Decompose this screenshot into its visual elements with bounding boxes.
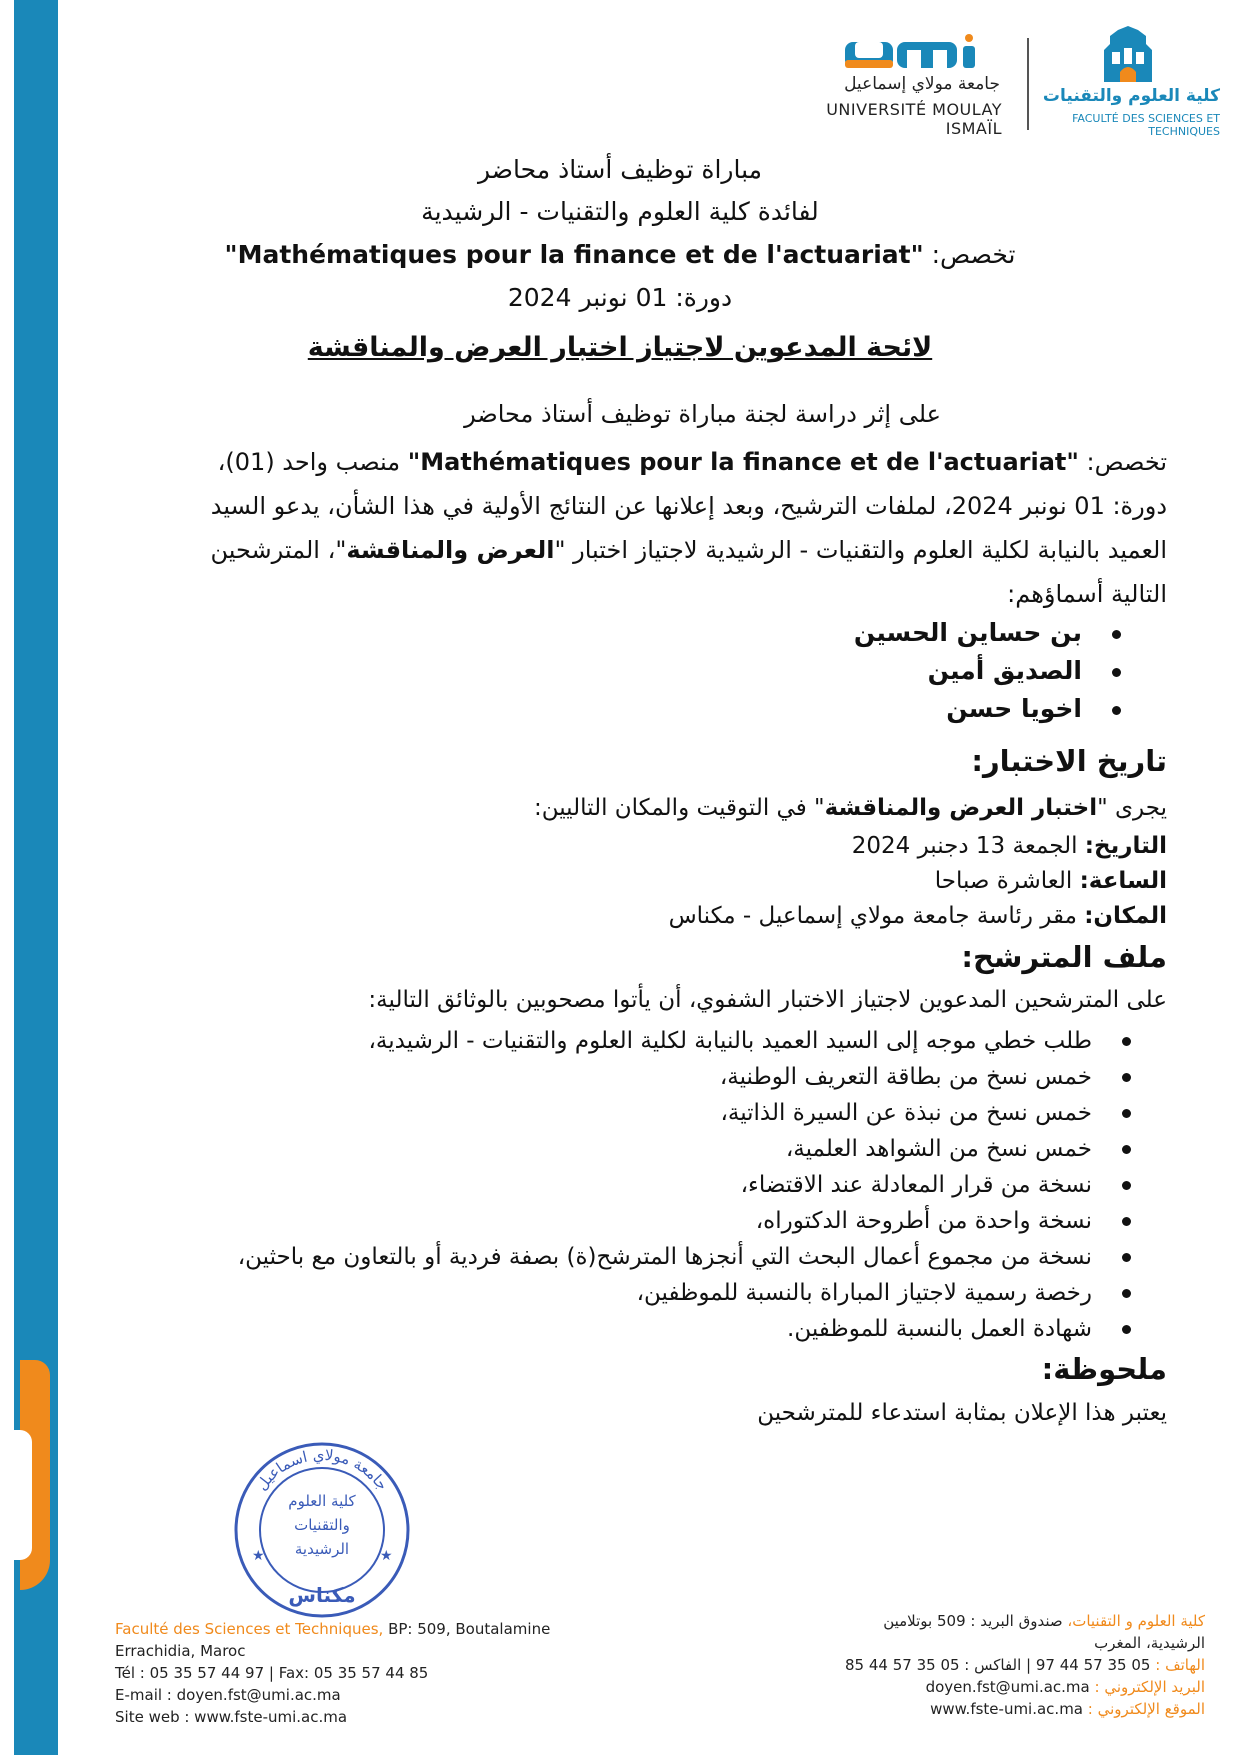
exam-place: المكان: مقر رئاسة جامعة مولاي إسماعيل - مكناس (668, 903, 1167, 929)
footer-left-phone: Tél : 05 35 57 44 97 | Fax: 05 35 57 44 85 (115, 1664, 429, 1682)
paragraph-line-2: تخصص: "Mathématiques pour la finance et de l'actuariat" منصب واحد (01)، (217, 448, 1167, 476)
intro-specialty-label: تخصص: (923, 240, 1016, 269)
intro-line-3 (120, 240, 1120, 269)
paragraph-line-1: على إثر دراسة لجنة مباراة توظيف أستاذ محاضر (464, 400, 941, 428)
candidate-item: الصديق أمين (928, 656, 1121, 685)
stamp-seal-image (232, 1440, 412, 1620)
umi-arabic-name: جامعة مولاي إسماعيل (844, 74, 1000, 94)
document-item: خمس نسخ من نبذة عن السيرة الذاتية، (720, 1100, 1131, 1126)
fst-building-icon (1098, 26, 1158, 86)
umi-latin-name: UNIVERSITÉ MOULAY ISMAÏL (826, 100, 1002, 138)
file-intro: على المترشحين المدعوين لاجتياز الاختبار الشفوي، أن يأتوا مصحوبين بالوثائق التالية: (368, 987, 1167, 1013)
bullet-icon (1122, 1253, 1131, 1262)
footer-right-web: www.fste-umi.ac.ma (930, 1700, 1088, 1718)
footer-right-city: الرشيدية، المغرب (1094, 1634, 1205, 1652)
bullet-icon (1122, 1181, 1131, 1190)
document-item: شهادة العمل بالنسبة للموظفين. (787, 1316, 1131, 1342)
svg-text:جامعة مولاي اسماعيل: جامعة مولاي اسماعيل (252, 1445, 392, 1494)
note-heading: ملحوظة: (1041, 1352, 1167, 1386)
footer-left-city: Errachidia, Maroc (115, 1642, 246, 1660)
document-item: نسخة من مجموع أعمال البحث التي أنجزها المترشح(ة) بصفة فردية أو بالتعاون مع باحثين، (238, 1244, 1131, 1270)
footer-right: كلية العلوم و التقنيات، صندوق البريد : 509 بوتلامين الرشيدية، المغرب الهاتف : 05 35 57 44 97 | الفاكس : 05 35 57 44 85 البريد الإلكتروني : doyen.fst@umi.ac.ma الموقع الإلكتروني : www.fste-umi.ac.ma (645, 1610, 1205, 1720)
svg-text:★: ★ (380, 1548, 393, 1564)
fst-latin-name: FACULTÉ DES SCIENCES ET TECHNIQUES (1072, 112, 1220, 138)
paragraph-line-3: دورة: 01 نونبر 2024، لملفات الترشيح، وبعد إعلانها عن النتائج الأولية في هذا الشأن، يدعو السيد (210, 492, 1167, 520)
paragraph-line-4: العميد بالنيابة لكلية العلوم والتقنيات - الرشيدية لاجتياز اختبار "العرض والمناقشة"، المترشحين (210, 536, 1167, 564)
footer-left (115, 1618, 615, 1728)
bullet-icon (1122, 1037, 1131, 1046)
bullet-icon (1122, 1145, 1131, 1154)
candidate-item: بن حساين الحسين (854, 618, 1121, 647)
footer-right-name: كلية العلوم و التقنيات، (1067, 1612, 1205, 1630)
document-item: طلب خطي موجه إلى السيد العميد بالنيابة لكلية العلوم والتقنيات - الرشيدية، (368, 1028, 1131, 1054)
intro-specialty: "Mathématiques pour la finance et de l'actuariat" (224, 240, 924, 269)
bullet-icon (1122, 1109, 1131, 1118)
note-text: يعتبر هذا الإعلان بمثابة استدعاء للمترشحين (757, 1400, 1167, 1426)
file-heading: ملف المترشح: (961, 940, 1167, 974)
svg-text:والتقنيات: والتقنيات (294, 1516, 350, 1534)
footer-right-phone: 05 35 57 44 97 | الفاكس : 05 35 57 44 85 (844, 1656, 1156, 1674)
footer-right-address: صندوق البريد : 509 بوتلامين (883, 1612, 1068, 1630)
intro-line-4: دورة: 01 نونبر 2024 (507, 283, 733, 312)
fst-arabic-name: كلية العلوم والتقنيات (1042, 86, 1220, 106)
document-item: خمس نسخ من بطاقة التعريف الوطنية، (720, 1064, 1131, 1090)
bullet-icon (1122, 1073, 1131, 1082)
intro-line-2: لفائدة كلية العلوم والتقنيات - الرشيدية (421, 197, 819, 226)
bullet-icon (1122, 1289, 1131, 1298)
bullet-icon (1122, 1325, 1131, 1334)
svg-text:كلية العلوم: كلية العلوم (288, 1492, 356, 1510)
svg-text:الرشيدية: الرشيدية (294, 1540, 350, 1558)
footer-right-email: doyen.fst@umi.ac.ma (925, 1678, 1095, 1696)
document-item: نسخة واحدة من أطروحة الدكتوراه، (756, 1208, 1131, 1234)
paragraph-line-5: التالية أسماؤهم: (1007, 580, 1167, 608)
footer-left-email: E-mail : doyen.fst@umi.ac.ma (115, 1686, 341, 1704)
left-band-cutout (10, 1430, 32, 1560)
page-title: لائحة المدعوين لاجتياز اختبار العرض والمناقشة (307, 332, 933, 363)
official-stamp (232, 1440, 412, 1620)
intro-line-1: مباراة توظيف أستاذ محاضر (477, 155, 763, 184)
exam-time: الساعة: العاشرة صباحا (934, 868, 1167, 894)
footer-left-web: Site web : www.fste-umi.ac.ma (115, 1708, 348, 1726)
bullet-icon (1112, 706, 1121, 715)
bullet-icon (1112, 668, 1121, 677)
exam-heading: تاريخ الاختبار: (971, 744, 1167, 778)
svg-text:★: ★ (252, 1548, 265, 1564)
exam-date: التاريخ: الجمعة 13 دجنبر 2024 (851, 833, 1167, 859)
bullet-icon (1122, 1217, 1131, 1226)
bullet-icon (1112, 630, 1121, 639)
footer-left-address: BP: 509, Boutalamine (383, 1620, 551, 1638)
logo-separator (1027, 38, 1029, 130)
document-item: خمس نسخ من الشواهد العلمية، (786, 1136, 1131, 1162)
document-item: نسخة من قرار المعادلة عند الاقتضاء، (741, 1172, 1131, 1198)
fst-logo (1040, 26, 1220, 136)
svg-text:مكناس: مكناس (288, 1583, 356, 1607)
paragraph-specialty: "Mathématiques pour la finance et de l'actuariat" (407, 448, 1079, 476)
umi-logo (800, 30, 1002, 138)
exam-intro: يجرى "اختبار العرض والمناقشة" في التوقيت والمكان التاليين: (533, 795, 1167, 821)
footer-left-name: Faculté des Sciences et Techniques, (115, 1620, 384, 1638)
candidate-item: اخويا حسن (946, 694, 1121, 723)
document-item: رخصة رسمية لاجتياز المباراة بالنسبة للموظفين، (637, 1280, 1131, 1306)
umi-logo-mark (845, 34, 995, 72)
